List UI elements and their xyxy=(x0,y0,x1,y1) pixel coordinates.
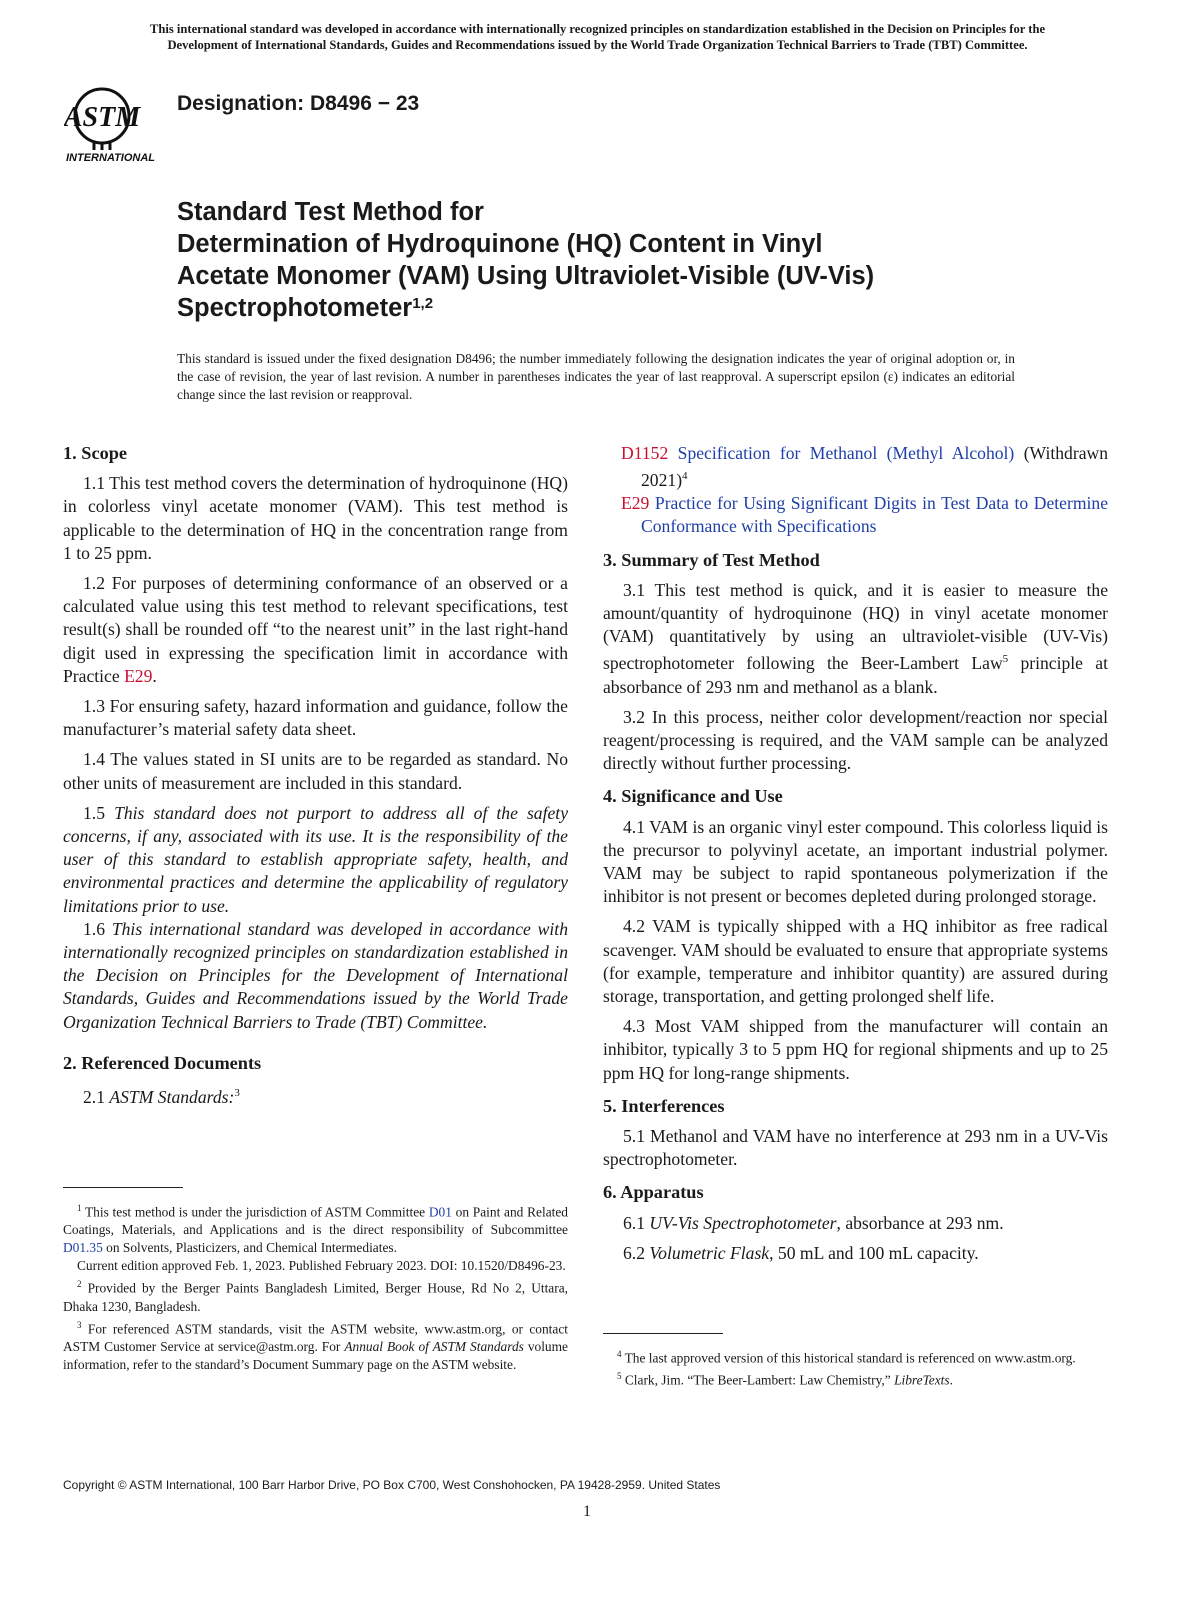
link-d01-35[interactable]: D01.35 xyxy=(63,1240,103,1256)
left-column xyxy=(63,442,568,1109)
para-3-2: 3.2 In this process, neither color development/reaction nor special reagent/processing is required, and the VAM sample can be analyzed directly without further processing. xyxy=(603,706,1108,774)
footnote-1-edition: Current edition approved Feb. 1, 2023. Published February 2023. DOI: 10.1520/D8496-23. xyxy=(77,1258,566,1274)
section-5-heading: 5. Interferences xyxy=(603,1095,725,1116)
top-notice xyxy=(50,22,1145,53)
footnote-4: $^4$ The last approved version of this historical standard is referenced on www.astm.org. xyxy=(617,1349,1076,1366)
designation: Designation: D8496 − 23 xyxy=(177,92,420,115)
section-2-heading: 2. Referenced Documents xyxy=(63,1052,262,1073)
para-2-1: 2.1 ASTM Standards:$^3$ xyxy=(83,1086,240,1107)
section-1-heading: 1. Scope xyxy=(63,443,127,463)
para-6-1: 6.1 UV-Vis Spectrophotometer, absorbance at 293 nm. xyxy=(623,1212,1004,1233)
right-column xyxy=(603,442,1108,1265)
astm-logo xyxy=(64,84,170,164)
para-3-1: 3.1 This test method is quick, and it is easier to measure the amount/quantity of hydroquinone (HQ) in vinyl acetate monomer (VAM) quantitatively by using an ultraviolet-visible (UV-Vis) spectrophotometer following the Beer-Lambert Law$^5$ principle at absorbance of 293 nm and methanol as a blank. xyxy=(603,579,1108,697)
footnote-rule-left xyxy=(63,1187,183,1188)
link-d1152[interactable]: D1152 xyxy=(621,443,669,463)
section-4-heading: 4. Significance and Use xyxy=(603,786,783,807)
title-line-1: Standard Test Method for xyxy=(177,198,484,226)
para-1-4: 1.4 The values stated in SI units are to be regarded as standard. No other units of measurement are included in this standard. xyxy=(63,749,568,793)
title-line-3: Acetate Monomer (VAM) Using Ultraviolet-Visible (UV-Vis) xyxy=(177,262,875,290)
reference-d1152: D1152 Specification for Methanol (Methyl Alcohol) (Withdrawn 2021)$^4$ xyxy=(621,443,1109,491)
astm-logo-icon xyxy=(64,84,170,164)
title-line-2: Determination of Hydroquinone (HQ) Content in Vinyl xyxy=(177,230,823,258)
para-1-6: 1.6 This international standard was developed in accordance with internationally recognized principles on standardization established in the Decision on Principles for the Development of International Standards, Guides and Recommendations issued by the World Trade Organization Technical Barriers to Trade (TBT) Committee. xyxy=(63,918,568,1032)
issuance-statement: This standard is issued under the fixed designation D8496; the number immediately following the designation indicates the year of original adoption or, in the case of revision, the year of last revision. A number in parentheses indicates the year of last reapproval. A superscript epsilon (ε) indicates an editorial change since the last revision or reapproval. xyxy=(177,351,1015,402)
logo-letters: ASTM xyxy=(64,102,141,133)
section-3-heading: 3. Summary of Test Method xyxy=(603,549,820,570)
notice-line-2: Development of International Standards, Guides and Recommendations issued by the World Trade Organization Technical Barriers to Trade (TBT) Committee. xyxy=(167,37,1028,52)
footnote-2: $^2$ Provided by the Berger Paints Bangladesh Limited, Berger House, Rd No 2, Uttara, Dhaka 1230, Bangladesh. xyxy=(63,1279,568,1314)
copyright-notice: Copyright © ASTM International, 100 Barr Harbor Drive, PO Box C700, West Conshohocken, PA 19428-2959. United States xyxy=(63,1478,721,1492)
para-1-2: 1.2 For purposes of determining conformance of an observed or a calculated value using this test method to relevant specifications, test result(s) shall be rounded off “to the nearest unit” in the last right-hand digit used in expressing the specification limit in accordance with Practice E29. xyxy=(63,573,568,686)
para-4-3: 4.3 Most VAM shipped from the manufacturer will contain an inhibitor, typically 3 to 5 ppm HQ for regional shipments and up to 25 ppm HQ for long-range shipments. xyxy=(603,1016,1108,1083)
link-e29-ref[interactable]: E29 xyxy=(621,493,650,514)
link-e29[interactable]: E29 xyxy=(124,665,153,686)
notice-line-1: This international standard was developed in accordance with internationally recognized principles on standardization established in the Decision on Principles for the xyxy=(149,22,1046,36)
para-1-3: 1.3 For ensuring safety, hazard information and guidance, follow the manufacturer’s material safety data sheet. xyxy=(63,696,568,740)
footnotes-right xyxy=(603,1345,1108,1390)
footnotes-left xyxy=(63,1199,568,1374)
para-5-1: 5.1 Methanol and VAM have no interference at 293 nm in a UV-Vis spectrophotometer. xyxy=(603,1126,1108,1170)
section-6-heading: 6. Apparatus xyxy=(603,1182,704,1203)
para-6-2: 6.2 Volumetric Flask, 50 mL and 100 mL capacity. xyxy=(623,1242,979,1263)
logo-word: INTERNATIONAL xyxy=(66,152,156,164)
document-title xyxy=(177,196,874,324)
footnote-1: $^1$ This test method is under the jurisdiction of ASTM Committee D01 on Paint and Related Coatings, Materials, and Applications and is the direct responsibility of Subcommittee D01.35 on Solvents, Plasticizers, and Chemical Intermediates. xyxy=(63,1203,569,1256)
page-number: 1 xyxy=(583,1503,591,1520)
para-4-2: 4.2 VAM is typically shipped with a HQ inhibitor as free radical scavenger. VAM should be evaluated to ensure that appropriate systems (for example, temperature and inhibitor quantity) are assured during storage, transportation, and getting prolonged shelf life. xyxy=(603,916,1108,1006)
para-1-5: 1.5 This standard does not purport to address all of the safety concerns, if any, associated with its use. It is the responsibility of the user of this standard to establish appropriate safety, health, and environmental practices and determine the applicability of regulatory limitations prior to use. xyxy=(63,802,569,916)
footnote-rule-right xyxy=(603,1333,723,1334)
title-footnote-marks: 1,2 xyxy=(412,295,434,312)
footnote-3: $^3$ For referenced ASTM standards, visit the ASTM website, www.astm.org, or contact ASTM Customer Service at service@astm.org. For Annual Book of ASTM Standards volume information, refer to the standard’s Document Summary page on the ASTM website. xyxy=(63,1319,568,1373)
para-4-1: 4.1 VAM is an organic vinyl ester compound. This colorless liquid is the precursor to polyvinyl acetate, an important industrial polymer. VAM may be subject to rapid spontaneous polymerization if the inhibitor is not present or becomes depleted during prolonged storage. xyxy=(603,816,1108,907)
footnote-5: $^5$ Clark, Jim. “The Beer-Lambert: Law Chemistry,” LibreTexts. xyxy=(617,1371,953,1388)
para-1-1: 1.1 This test method covers the determination of hydroquinone (HQ) in colorless vinyl acetate monomer (VAM). This test method is applicable to the determination of HQ in the concentration range from 1 to 25 ppm. xyxy=(63,473,568,563)
reference-e29: E29 Practice for Using Significant Digits in Test Data to Determine Conformance with Specifications xyxy=(621,493,1108,537)
link-d01[interactable]: D01 xyxy=(428,1204,452,1220)
title-line-4: Spectrophotometer xyxy=(177,294,413,322)
